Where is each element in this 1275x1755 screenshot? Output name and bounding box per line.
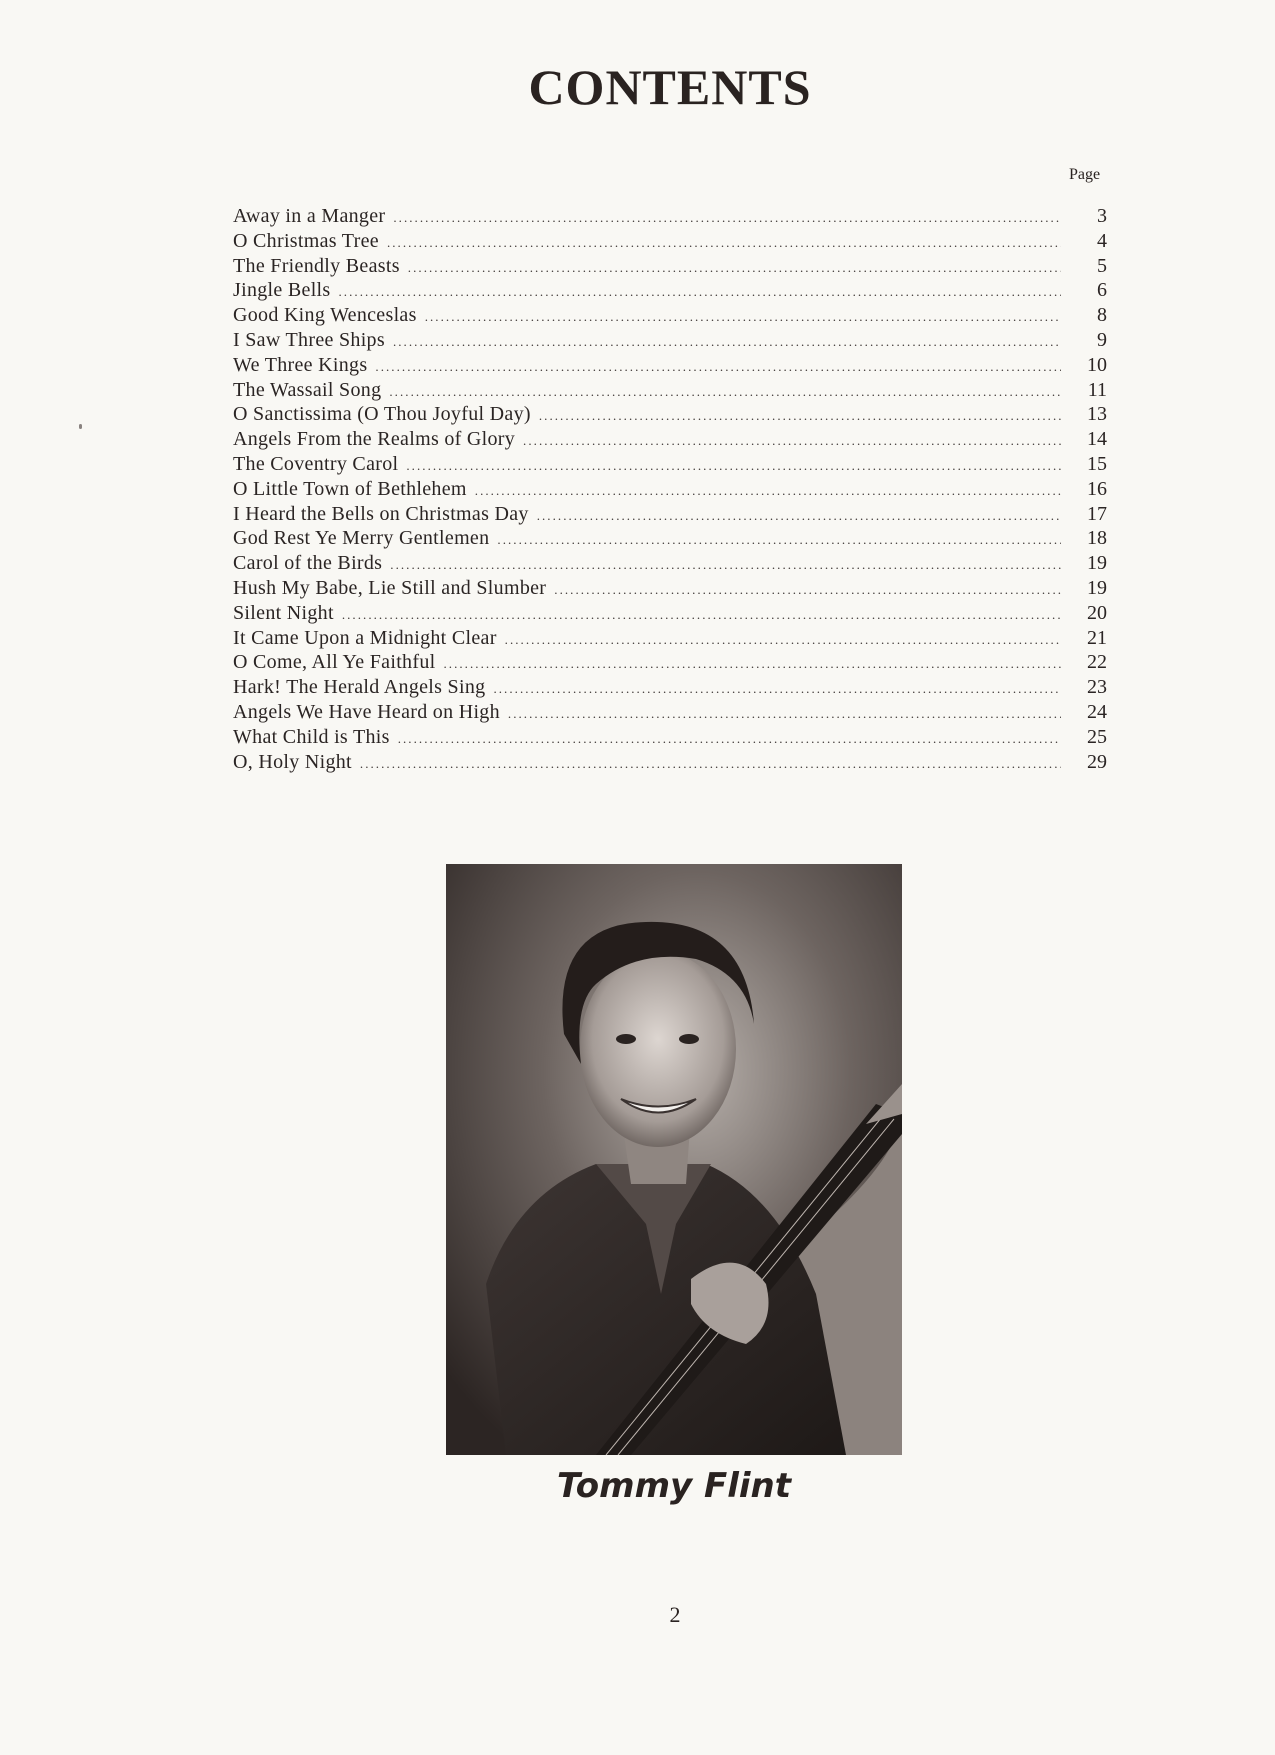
toc-entry	[233, 304, 1107, 329]
dot-leader	[475, 483, 1061, 499]
toc-entry-page: 9	[1097, 328, 1107, 351]
dot-leader	[389, 384, 1061, 400]
dot-leader	[497, 532, 1061, 548]
toc-entry-title: O, Holy Night	[233, 750, 352, 773]
dot-leader	[554, 582, 1061, 598]
toc-entry-page: 25	[1087, 725, 1107, 748]
toc-entry-title: Angels We Have Heard on High	[233, 700, 500, 723]
toc-entry-title: O Christmas Tree	[233, 229, 379, 252]
toc-entry-title: O Sanctissima (O Thou Joyful Day)	[233, 403, 531, 426]
toc-entry-title: Hark! The Herald Angels Sing	[233, 676, 486, 699]
dot-leader	[342, 607, 1061, 623]
toc-entry	[233, 503, 1107, 528]
toc-entry-page: 11	[1087, 378, 1107, 401]
dot-leader	[393, 210, 1061, 226]
toc-entry-page: 18	[1087, 527, 1107, 550]
toc-entry	[233, 428, 1107, 453]
toc-entry	[233, 403, 1107, 428]
dot-leader	[393, 334, 1061, 350]
toc-entry-page: 15	[1087, 452, 1107, 475]
toc-entry	[233, 552, 1107, 577]
dot-leader	[539, 408, 1061, 424]
page-title: CONTENTS	[528, 59, 812, 115]
toc-entry-page: 19	[1087, 552, 1107, 575]
toc-entry	[233, 751, 1107, 776]
dot-leader	[375, 359, 1061, 375]
toc-entry-title: O Come, All Ye Faithful	[233, 651, 436, 674]
toc-entry-title: The Coventry Carol	[233, 452, 399, 475]
toc-entry	[233, 379, 1107, 404]
dot-leader	[390, 557, 1061, 573]
toc-entry-title: Carol of the Birds	[233, 552, 383, 575]
toc-entry-title: I Saw Three Ships	[233, 328, 385, 351]
toc-entry-page: 29	[1087, 750, 1107, 773]
photo-caption: Tommy Flint	[556, 1466, 791, 1506]
toc-entry-title: Silent Night	[233, 601, 334, 624]
toc-entry-page: 6	[1097, 279, 1107, 302]
toc-entry-title: The Friendly Beasts	[233, 254, 400, 277]
toc-entry	[233, 602, 1107, 627]
dot-leader	[425, 309, 1061, 325]
toc-entry	[233, 527, 1107, 552]
table-of-contents	[233, 205, 1107, 775]
dot-leader	[406, 458, 1061, 474]
toc-entry	[233, 279, 1107, 304]
toc-entry-title: It Came Upon a Midnight Clear	[233, 626, 497, 649]
dot-leader	[537, 508, 1061, 524]
toc-entry-title: Hush My Babe, Lie Still and Slumber	[233, 576, 547, 599]
toc-entry-title: The Wassail Song	[233, 378, 382, 401]
toc-entry-title: I Heard the Bells on Christmas Day	[233, 502, 529, 525]
toc-entry-page: 21	[1087, 626, 1107, 649]
toc-entry-title: What Child is This	[233, 725, 390, 748]
toc-entry-page: 14	[1087, 428, 1107, 451]
toc-entry-title: Away in a Manger	[233, 205, 386, 227]
toc-entry-page: 10	[1087, 353, 1107, 376]
toc-entry-page: 4	[1097, 229, 1107, 252]
toc-entry	[233, 651, 1107, 676]
dot-leader	[339, 284, 1062, 300]
toc-entry-page: 16	[1087, 477, 1107, 500]
author-photo	[446, 864, 902, 1455]
dot-leader	[360, 756, 1061, 772]
dot-leader	[505, 632, 1061, 648]
toc-entry-title: Angels From the Realms of Glory	[233, 428, 516, 451]
toc-entry	[233, 701, 1107, 726]
dot-leader	[408, 260, 1061, 276]
toc-entry-page: 22	[1087, 651, 1107, 674]
toc-entry-page: 8	[1097, 304, 1107, 327]
toc-entry	[233, 478, 1107, 503]
dot-leader	[443, 656, 1061, 672]
dot-leader	[508, 706, 1061, 722]
toc-entry-page: 19	[1087, 576, 1107, 599]
paper-speck	[79, 424, 82, 429]
toc-entry-page: 20	[1087, 601, 1107, 624]
toc-entry-page: 24	[1087, 700, 1107, 723]
toc-entry	[233, 453, 1107, 478]
dot-leader	[398, 731, 1061, 747]
toc-entry	[233, 676, 1107, 701]
page-number: 2	[669, 1602, 681, 1627]
toc-entry	[233, 354, 1107, 379]
toc-entry	[233, 255, 1107, 280]
toc-entry-title: We Three Kings	[233, 353, 368, 376]
toc-entry-page: 23	[1087, 676, 1107, 699]
dot-leader	[387, 235, 1061, 251]
toc-entry-page: 3	[1097, 205, 1107, 227]
toc-entry-title: God Rest Ye Merry Gentlemen	[233, 527, 490, 550]
toc-entry	[233, 577, 1107, 602]
toc-entry	[233, 726, 1107, 751]
page-column-label: Page	[1069, 166, 1101, 183]
toc-entry-page: 13	[1087, 403, 1107, 426]
toc-entry-title: Jingle Bells	[233, 279, 331, 302]
toc-entry-title: O Little Town of Bethlehem	[233, 477, 467, 500]
dot-leader	[523, 433, 1061, 449]
toc-entry	[233, 329, 1107, 354]
toc-entry	[233, 230, 1107, 255]
toc-entry-page: 5	[1097, 254, 1107, 277]
toc-entry-page: 17	[1087, 502, 1107, 525]
dot-leader	[493, 681, 1061, 697]
toc-entry-title: Good King Wenceslas	[233, 304, 417, 327]
toc-entry	[233, 627, 1107, 652]
toc-entry	[233, 205, 1107, 230]
